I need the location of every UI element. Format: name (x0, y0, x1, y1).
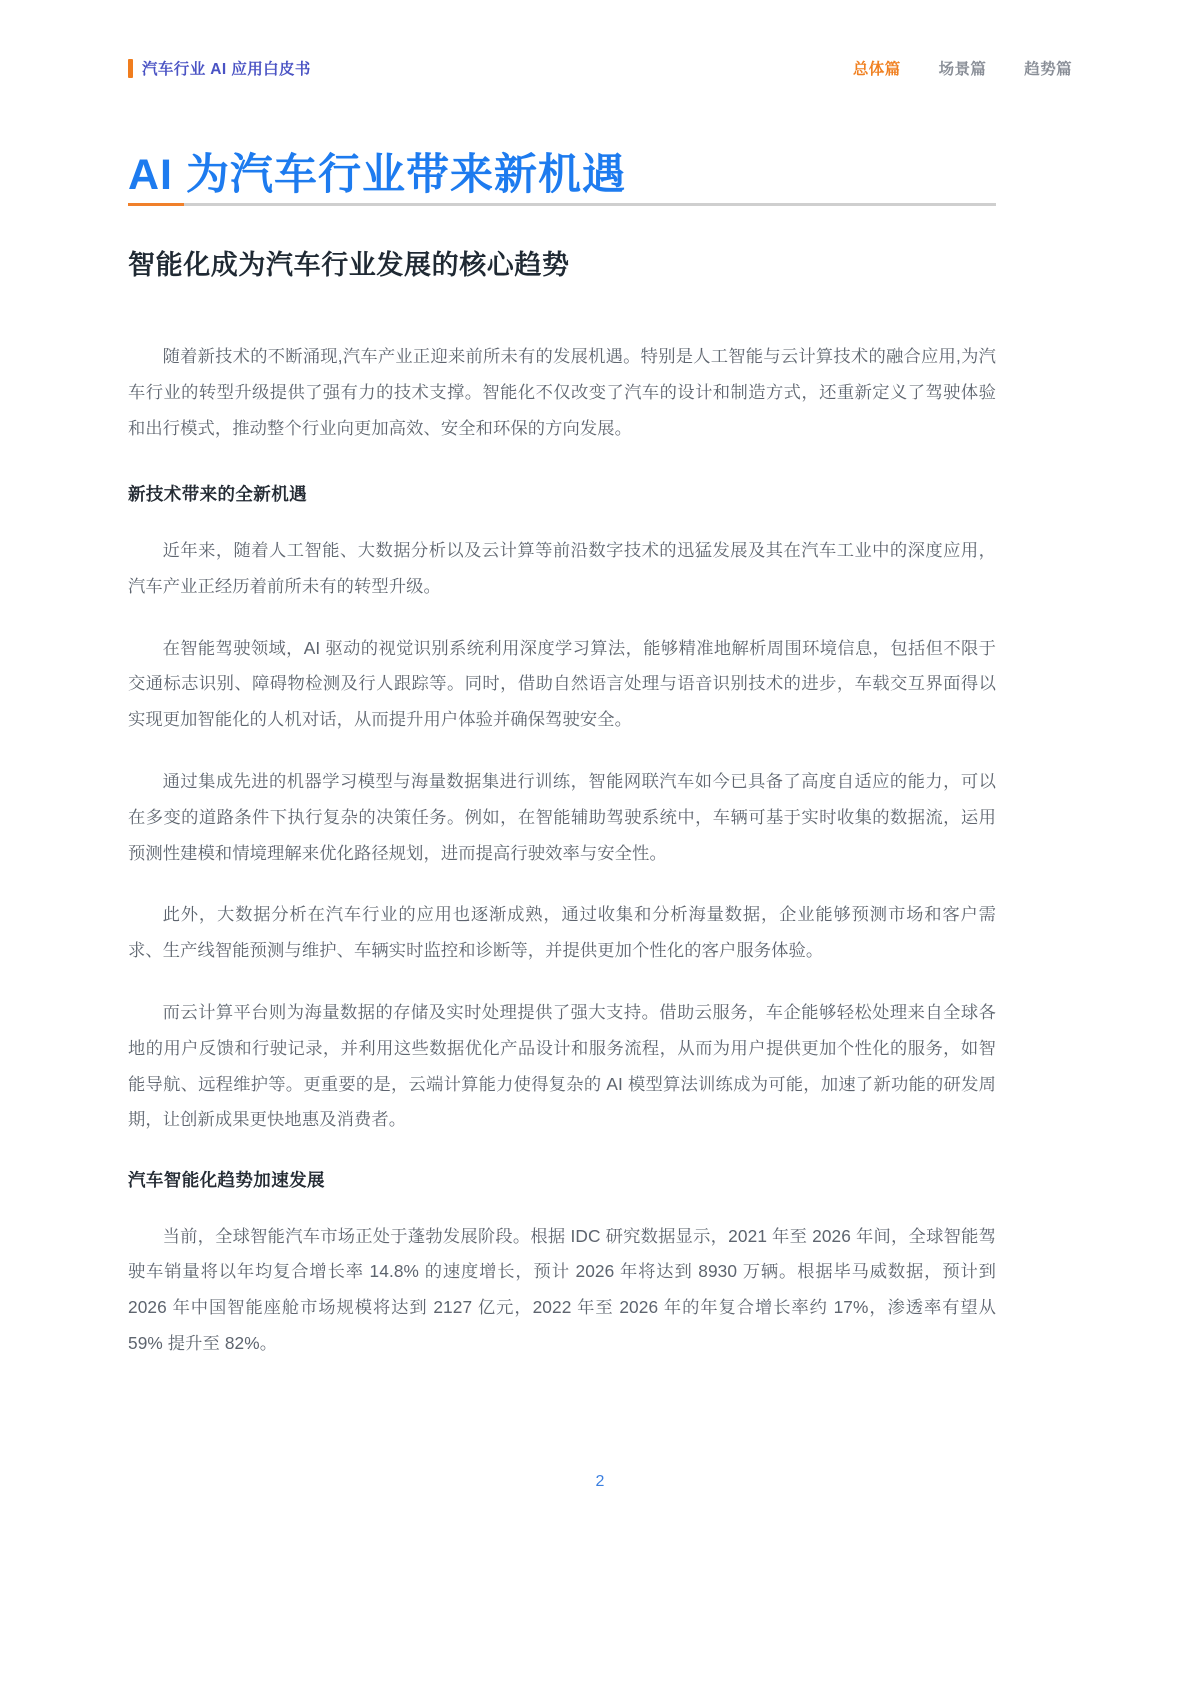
spacer (128, 507, 996, 533)
section-heading: 智能化成为汽车行业发展的核心趋势 (128, 250, 570, 280)
accent-bar-icon (128, 59, 133, 78)
running-header-brand (128, 57, 311, 79)
section-nav (853, 57, 1072, 79)
article-body (128, 248, 996, 1362)
spacer (128, 871, 996, 897)
nav-item-trend[interactable]: 趋势篇 (1024, 61, 1072, 78)
paragraph-1: 近年来，随着人工智能、大数据分析以及云计算等前沿数字技术的迅猛发展及其在汽车工业中的深度应用，汽车产业正经历着前所未有的转型升级。 (128, 539, 996, 596)
page-title: AI 为汽车行业带来新机遇 (128, 150, 626, 199)
document-label: 汽车行业 AI 应用白皮书 (142, 61, 311, 78)
sub-heading-new-opportunities: 新技术带来的全新机遇 (128, 484, 307, 505)
spacer (128, 446, 996, 482)
spacer (128, 1138, 996, 1168)
paragraph-6: 当前，全球智能汽车市场正处于蓬勃发展阶段。根据 IDC 研究数据显示，2021 年至 2026 年间，全球智能驾驶车销量将以年均复合增长率 14.8% 的速度增长，预计 2026 年将达到 8930 万辆。根据毕马威数据，预计到 2026 年中国智能座舱市场规模将达到 2127 亿元，2022 年至 2026 年的年复合增长率约 17%，渗透率有望从 59% 提升至 82%。 (128, 1225, 996, 1354)
running-header (128, 52, 1072, 84)
paragraph-5: 而云计算平台则为海量数据的存储及实时处理提供了强大支持。借助云服务，车企能够轻松处理来自全球各地的用户反馈和行驶记录，并利用这些数据优化产品设计和服务流程，从而为用户提供更加个性化的服务，如智能导航、远程维护等。更重要的是，云端计算能力使得复杂的 AI 模型算法训练成为可能，加速了新功能的研发周期，让创新成果更快地惠及消费者。 (128, 1001, 996, 1130)
nav-item-overall[interactable]: 总体篇 (852, 61, 901, 78)
sub-heading-accelerating-trend: 汽车智能化趋势加速发展 (128, 1170, 325, 1191)
paragraph-3: 通过集成先进的机器学习模型与海量数据集进行训练，智能网联汽车如今已具备了高度自适应的能力，可以在多变的道路条件下执行复杂的决策任务。例如，在智能辅助驾驶系统中，车辆可基于实时收集的数据流，运用预测性建模和情境理解来优化路径规划，进而提高行驶效率与安全性。 (128, 770, 996, 863)
spacer (128, 738, 996, 764)
nav-item-scenario[interactable]: 场景篇 (938, 61, 987, 78)
spacer (128, 969, 996, 995)
paragraph-2: 在智能驾驶领域，AI 驱动的视觉识别系统利用深度学习算法，能够精准地解析周围环境信息，包括但不限于交通标志识别、障碍物检测及行人跟踪等。同时，借助自然语言处理与语音识别技术的进步，车载交互界面得以实现更加智能化的人机对话，从而提升用户体验并确保驾驶安全。 (128, 637, 996, 730)
spacer (128, 1193, 996, 1219)
paragraph-intro: 随着新技术的不断涌现,汽车产业正迎来前所未有的发展机遇。特别是人工智能与云计算技术的融合应用,为汽车行业的转型升级提供了强有力的技术支撑。智能化不仅改变了汽车的设计和制造方式，还重新定义了驾驶体验和出行模式，推动整个行业向更加高效、安全和环保的方向发展。 (128, 346, 996, 438)
spacer (128, 283, 996, 339)
spacer (128, 605, 996, 631)
title-divider (128, 203, 996, 206)
page-number: 2 (595, 1473, 605, 1490)
paragraph-4: 此外，大数据分析在汽车行业的应用也逐渐成熟，通过收集和分析海量数据，企业能够预测市场和客户需求、生产线智能预测与维护、车辆实时监控和诊断等，并提供更加个性化的客户服务体验。 (128, 904, 996, 961)
